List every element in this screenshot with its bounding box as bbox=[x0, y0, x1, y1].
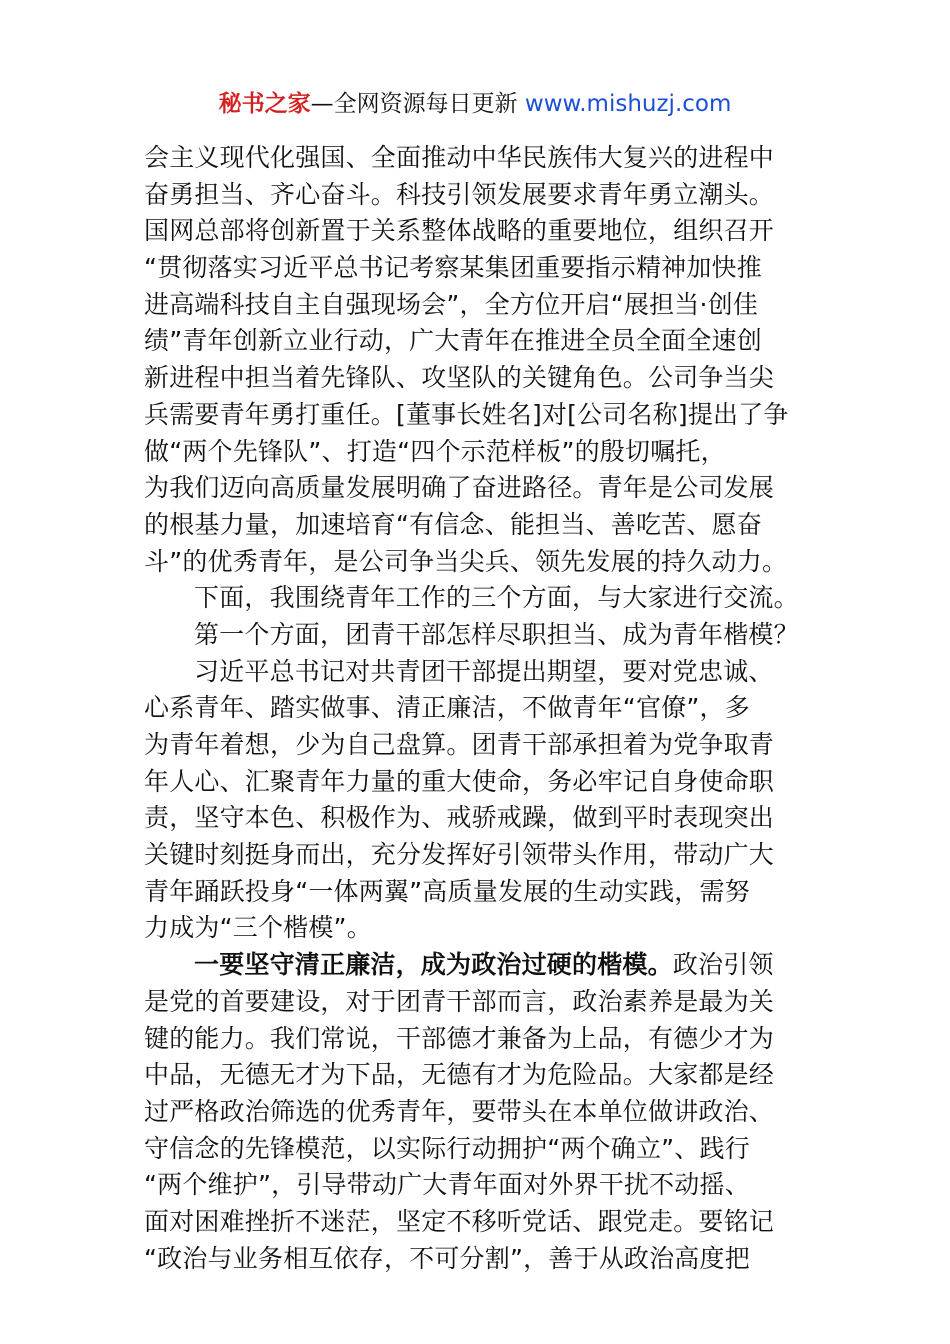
text-line: “两个维护”，引导带动广大青年面对外界干扰不动摇、 bbox=[144, 1170, 750, 1200]
section-question: 第一个方面，团青干部怎样尽职担当、成为青年楷模？ bbox=[194, 619, 799, 649]
text-line: 进高端科技自主自强现场会”，全方位开启“展担当·创佳 bbox=[144, 289, 759, 319]
text-line: 奋勇担当、齐心奋斗。科技引领发展要求青年勇立潮头。 bbox=[144, 179, 775, 209]
header-tagline: —全网资源每日更新 bbox=[310, 91, 525, 117]
text-line: 习近平总书记对共青团干部提出期望，要对党忠诚、 bbox=[194, 656, 774, 686]
document-body bbox=[144, 140, 814, 1277]
text-line: 是党的首要建设，对于团青干部而言，政治素养是最为关 bbox=[144, 986, 775, 1016]
text-line: 过严格政治筛选的优秀青年，要带头在本单位做讲政治、 bbox=[144, 1096, 775, 1126]
text-line: 为青年着想，少为自己盘算。团青干部承担着为党争取青 bbox=[144, 730, 775, 759]
text-line: 面对困难挫折不迷茫，坚定不移听党话、跟党走。要铭记 bbox=[144, 1206, 775, 1236]
site-url-link[interactable]: www.mishuzj.com bbox=[524, 91, 732, 117]
text-segment: 政治引领 bbox=[672, 950, 774, 980]
text-line: 会主义现代化强国、全面推动中华民族伟大复兴的进程中 bbox=[144, 143, 775, 172]
text-line: 下面，我围绕青年工作的三个方面，与大家进行交流。 bbox=[194, 583, 799, 613]
text-line: 责，坚守本色、积极作为、戒骄戒躁，做到平时表现突出 bbox=[144, 803, 775, 833]
text-line: 力成为“三个楷模”。 bbox=[144, 913, 372, 943]
text-line: 关键时刻挺身而出，充分发挥好引领带头作用，带动广大 bbox=[144, 840, 775, 870]
bold-paragraph-start bbox=[144, 947, 814, 984]
text-line: 年人心、汇聚青年力量的重大使命，务必牢记自身使命职 bbox=[144, 766, 775, 796]
text-line: 键的能力。我们常说，干部德才兼备为上品，有德少才为 bbox=[144, 1023, 775, 1053]
text-line: 的根基力量，加速培育“有信念、能担当、善吃苦、愿奋 bbox=[144, 509, 762, 539]
text-line: 兵需要青年勇打重任。[董事长姓名]对[公司名称]提出了争 bbox=[144, 399, 789, 429]
text-line: 守信念的先锋模范，以实际行动拥护“两个确立”、践行 bbox=[144, 1133, 750, 1163]
text-line: 中品，无德无才为下品，无德有才为危险品。大家都是经 bbox=[144, 1060, 775, 1090]
text-line: 斗”的优秀青年，是公司争当尖兵、领先发展的持久动力。 bbox=[144, 546, 788, 576]
brand-name: 秘书之家 bbox=[218, 91, 311, 117]
text-line: 国网总部将创新置于关系整体战略的重要地位，组织召开 bbox=[144, 216, 775, 246]
text-line: 为我们迈向高质量发展明确了奋进路径。青年是公司发展 bbox=[144, 473, 775, 503]
text-line: “政治与业务相互依存，不可分割”，善于从政治高度把 bbox=[144, 1243, 750, 1273]
page-header bbox=[0, 88, 950, 120]
text-line: 青年踊跃投身“一体两翼”高质量发展的生动实践，需努 bbox=[144, 876, 750, 906]
text-line: 心系青年、踏实做事、清正廉洁，不做青年“官僚”，多 bbox=[144, 693, 750, 723]
text-line: 绩”青年创新立业行动，广大青年在推进全员全面全速创 bbox=[144, 326, 762, 356]
text-line: “贯彻落实习近平总书记考察某集团重要指示精神加快推 bbox=[144, 253, 762, 283]
bold-lead: 一要坚守清正廉洁，成为政治过硬的楷模。 bbox=[194, 950, 673, 980]
text-line: 新进程中担当着先锋队、攻坚队的关键角色。公司争当尖 bbox=[144, 363, 775, 393]
text-line: 做“两个先锋队”、打造“四个示范样板”的殷切嘱托， bbox=[144, 436, 726, 466]
